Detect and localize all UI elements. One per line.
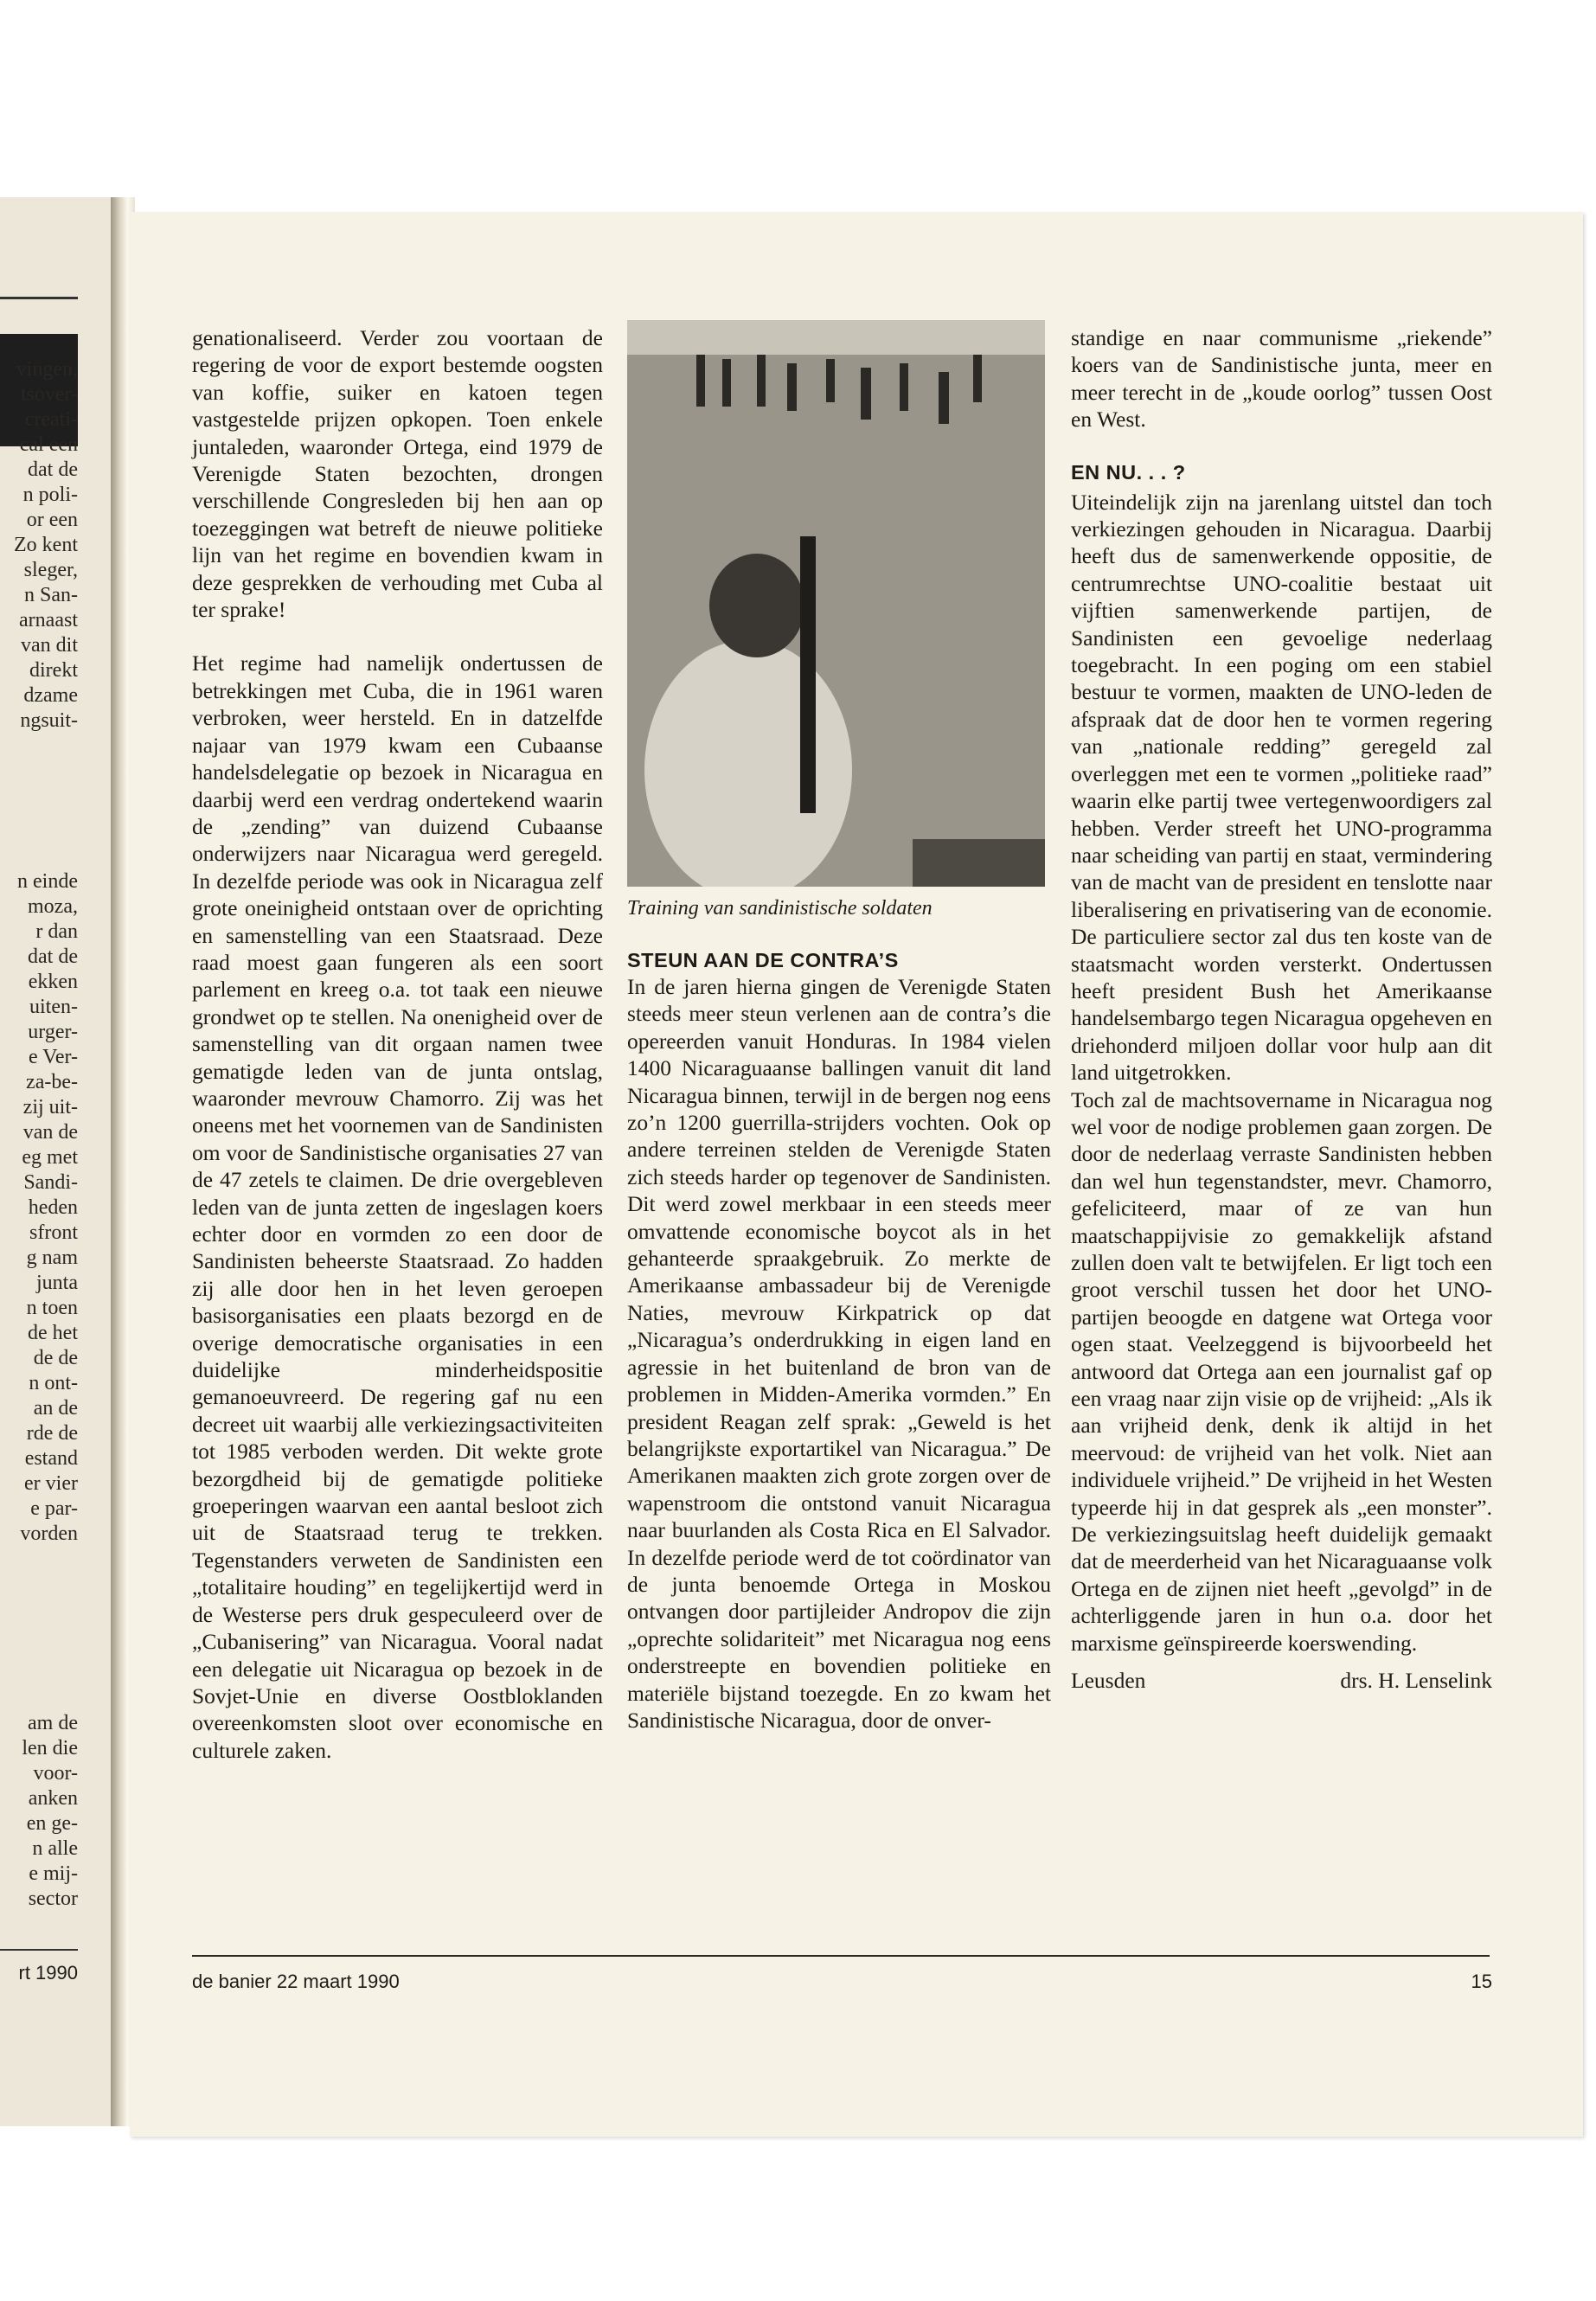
left-page-text-fragment: vingen, <box>16 358 78 381</box>
left-page-text-fragment: anken <box>28 1787 78 1810</box>
column-3 <box>1071 324 1492 1695</box>
left-page-text-fragment: vorden <box>20 1522 78 1545</box>
left-page-text-fragment: moza, <box>28 895 78 918</box>
left-page-text-fragment: e mij- <box>29 1862 78 1885</box>
left-page-text-fragment: urger- <box>28 1021 78 1043</box>
left-page-text-fragment: creati- <box>24 408 78 431</box>
left-page-text-fragment: e Ver- <box>28 1046 78 1068</box>
left-page-text-fragment: len die <box>22 1737 78 1759</box>
paragraph: Het regime had namelijk ondertussen de betrekkingen met Cuba, die in 1961 waren verbroken, weer hersteld. En in datzelfde najaar van 1979 kwam een Cubaanse handelsdelegatie op bezoek in Nicaragua en daarbij werd een verdrag ondertekend waarin de „zending” van duizend Cubaanse onderwijzers naar Nicaragua werd geregeld. In dezelfde periode was ook in Nicaragua zelf grote oneinigheid ontstaan over de oprichting en samenstelling van een Staatsraad. Deze raad moest gaan fungeren als een soort parlement en kreeg o.a. tot taak een nieuwe grondwet op te stellen. Na onenigheid over de samenstelling van dit orgaan namen twee gematigde leden van de junta ontslag, waaronder mevrouw Chamorro. Zij was het oneens met het voornemen van de Sandinisten om voor de Sandinistische organisaties 27 van de 47 zetels te claimen. De drie overgebleven leden van de junta zetten de ingeslagen koers echter door en vormden zo een door de Sandinisten beheerste Staatsraad. Zo hadden zij alle door hen in het leven geroepen basisorganisaties een plaats bezorgd en de overige democratische organisaties in een duidelijke minderheidspositie gemanoeuvreerd. De regering gaf nu een decreet uit waarbij alle verkiezingsactiviteiten tot 1985 verboden werden. Dit wekte grote bezorgdheid bij de gematigde politieke groeperingen waarvan een aantal besloot zich uit de Staatsraad terug te trekken. Tegenstanders verweten de Sandinisten een „totalitaire houding” en tegelijkertijd werd in de Westerse pers druk gespeculeerd over de „Cubanisering” van Nicaragua. Vooral nadat een delegatie uit Nicaragua op bezoek in de Sovjet-Unie en diverse Oostbloklanden overeenkomsten sloot over economische en culturele zaken. <box>192 651 603 1763</box>
left-page-text-fragment: an de <box>33 1397 78 1420</box>
left-page-text-fragment: cal een <box>19 433 78 456</box>
magazine-page <box>130 212 1583 2137</box>
paragraph: genationaliseerd. Verder zou voortaan de regering de voor de export bestemde oogsten van koffie, suiker en katoen tegen vastgestelde prijzen opkopen. Toen enkele juntaleden, waaronder Ortega, eind 1979 de Verenigde Staten bezochten, drongen verschillende Congresleden bij hen aan op toezeggingen wat betreft de nieuwe politieke lijn van het regime en bovendien kwam in deze gesprekken de verhouding met Cuba al ter sprake! <box>192 325 603 623</box>
left-page-text-fragment: junta <box>36 1272 78 1294</box>
divider <box>0 297 78 299</box>
left-page-text-fragment: Zo kent <box>14 534 78 556</box>
column-1 <box>192 324 603 1764</box>
signoff <box>1071 1667 1492 1694</box>
left-page-text-fragment: zij uit- <box>22 1096 78 1118</box>
left-page-text-fragment: sleger, <box>23 559 78 581</box>
left-page-text-fragment: r dan <box>35 920 78 943</box>
section-heading: EN NU. . . ? <box>1071 460 1186 484</box>
left-page-text-fragment: ekken <box>28 971 78 993</box>
paragraph: Toch zal de machtsovername in Nicaragua nog wel voor de nodige problemen gaan zorgen. De door de nederlaag verraste Sandinisten hebben dan wel hun tegenstandster, mevr. Chamorro, gefeliciteerd, maar of ze van hun maatschappijvisie zo gemakkelijk afstand zullen doen valt te betwijfelen. Er ligt toch een groot verschil tussen het door het UNO-partijen beoogde en datgene wat Ortega voor ogen staat. Veelzeggend is bijvoorbeeld het antwoord dat Ortega aan een journalist gaf op een vraag naar zijn visie op de vrijheid: „Als ik aan vrijheid denk, denk ik altijd in het meervoud: de vrijheid van het volk. Niet aan individuele vrijheid.” De vrijheid in het Westen typeerde hij in dat gesprek als „een monster”. De verkiezingsuitslag heeft duidelijk gemaakt dat de meerderheid van het Nicaraguaanse volk Ortega en de zijnen niet heeft „gevolgd” in de achterliggende jaren in hun o.a. door het marxisme geïnspireerde koerswending. <box>1071 1086 1492 1656</box>
left-page-text-fragment: de het <box>28 1322 78 1344</box>
paragraph: In de jaren hierna gingen de Verenigde Staten steeds meer steun verlenen aan de contra’s die opereerden vanuit Honduras. In 1984 vielen 1400 Nicaraguaanse ballingen vanuit dit land Nicaragua binnen, terwijl in de bergen nog eens zo’n 1200 guerrilla-strijders vochten. Ook op andere terreinen stelden de Verenigde Staten zich steeds harder op tegenover de Sandinisten. Dit werd zowel merkbaar in een steeds meer omvattende economische boycot als in het gehanteerde spraakgebruik. Zo merkte de Amerikaanse ambassadeur bij de Verenigde Naties, mevrouw Kirkpatrick op dat „Nicaragua’s onderdrukking in eigen land en agressie in het buitenland de bron van de problemen in Midden-Amerika vormden.” En president Reagan zelf sprak: „Geweld is het belangrijkste exportartikel van Nicaragua.” De Amerikanen maakten zich grote zorgen over de wapenstroom die ontstond vanuit Nicaragua naar buurlanden als Costa Rica en El Salvador. In dezelfde periode werd de tot coördinator van de junta benoemde Ortega in Moskou ontvangen door partijleider Andropov die zijn „oprechte solidariteit” met Nicaragua nog eens onderstreepte en bovendien politieke en materiële bijstand toezegde. En zo kwam het Sandinistische Nicaragua, door de onver- <box>627 974 1051 1733</box>
divider <box>0 1949 78 1951</box>
left-page-text-fragment: eg met <box>22 1146 78 1169</box>
left-page-footer: rt 1990 <box>18 1962 78 1984</box>
left-page-text-fragment: uiten- <box>29 996 78 1018</box>
left-page-text-fragment: n poli- <box>22 484 78 506</box>
left-page-text-fragment: e par- <box>30 1497 78 1520</box>
left-page-text-fragment: en ge- <box>26 1812 78 1835</box>
left-page-text-fragment: tsover- <box>20 383 78 406</box>
left-page-text-fragment: van dit <box>21 634 78 657</box>
signoff-place: Leusden <box>1071 1668 1146 1694</box>
left-page-text-fragment: n toen <box>26 1297 78 1319</box>
left-page-text-fragment: heden <box>28 1196 78 1219</box>
signoff-author: drs. H. Lenselink <box>1340 1668 1492 1694</box>
left-page-text-fragment: dat de <box>28 945 78 968</box>
photo-soldiers-training <box>627 320 1045 887</box>
left-page-text-fragment: er vier <box>24 1472 78 1495</box>
left-page-fragment <box>0 197 115 2126</box>
left-page-text-fragment: n alle <box>32 1837 78 1860</box>
publication-footer: de banier 22 maart 1990 <box>192 1971 400 1992</box>
section-heading: STEUN AAN DE CONTRA’S <box>627 949 899 971</box>
footer-divider <box>192 1955 1490 1957</box>
left-page-text-fragment: de de <box>33 1347 78 1369</box>
left-page-text-fragment: van de <box>22 1121 78 1144</box>
left-page-text-fragment: sfront <box>29 1221 78 1244</box>
left-page-text-fragment: rde de <box>26 1422 78 1445</box>
left-page-text-fragment: dzame <box>23 684 78 707</box>
paragraph: Uiteindelijk zijn na jarenlang uitstel dan toch verkiezingen gehouden in Nicaragua. Daarbij heeft dus de samenwerkende oppositie, de centrumrechtse UNO-coalitie bestaat uit vijftien samenwerkende partijen, de Sandinisten een gevoelige nederlaag toegebracht. In een poging om een stabiel bestuur te vormen, maakten de UNO-leden de afspraak dat de door hen te vormen regering van „nationale redding” geregeld zal overleggen met een te vormen „politieke raad” waarin elke partij twee vertegenwoordigers zal hebben. Verder streeft het UNO-programma naar scheiding van partij en staat, vermindering van de macht van de president en tenslotte naar liberalisering en privatisering van de economie. De particuliere sector zal dus ten koste van de staatsmacht worden versterkt. Ondertussen heeft president Bush het Amerikaanse handelsembargo tegen Nicaragua opgeheven en driehonderd miljoen dollar voor hulp aan dit land uitgetrokken. <box>1071 489 1492 1086</box>
left-page-text-fragment: voor- <box>33 1762 78 1785</box>
left-page-text-fragment: g nam <box>26 1247 78 1269</box>
left-page-text-fragment: or een <box>26 509 78 531</box>
left-page-text-fragment: n San- <box>24 584 78 606</box>
left-page-text-fragment: arnaast <box>19 609 78 631</box>
page-number: 15 <box>1471 1971 1492 1992</box>
left-page-text-fragment: dat de <box>28 458 78 481</box>
left-page-text-fragment: ngsuit- <box>20 709 78 732</box>
photo-caption: Training van sandinistische soldaten <box>627 897 933 920</box>
column-2 <box>627 320 1051 1734</box>
left-page-text-fragment: Sandi- <box>23 1171 78 1194</box>
left-page-text-fragment: sector <box>28 1888 78 1910</box>
paragraph: standige en naar communisme „riekende” koers van de Sandinistische junta, meer en meer terecht in de „koude oorlog” tussen Oost en West. <box>1071 325 1492 433</box>
left-page-text-fragment: n einde <box>17 870 78 893</box>
left-page-text-fragment: am de <box>28 1712 78 1734</box>
left-page-text-fragment: za-be- <box>26 1071 78 1093</box>
left-page-text-fragment: direkt <box>29 659 78 682</box>
left-page-text-fragment: estand <box>24 1447 78 1470</box>
left-page-text-fragment: n ont- <box>29 1372 78 1394</box>
